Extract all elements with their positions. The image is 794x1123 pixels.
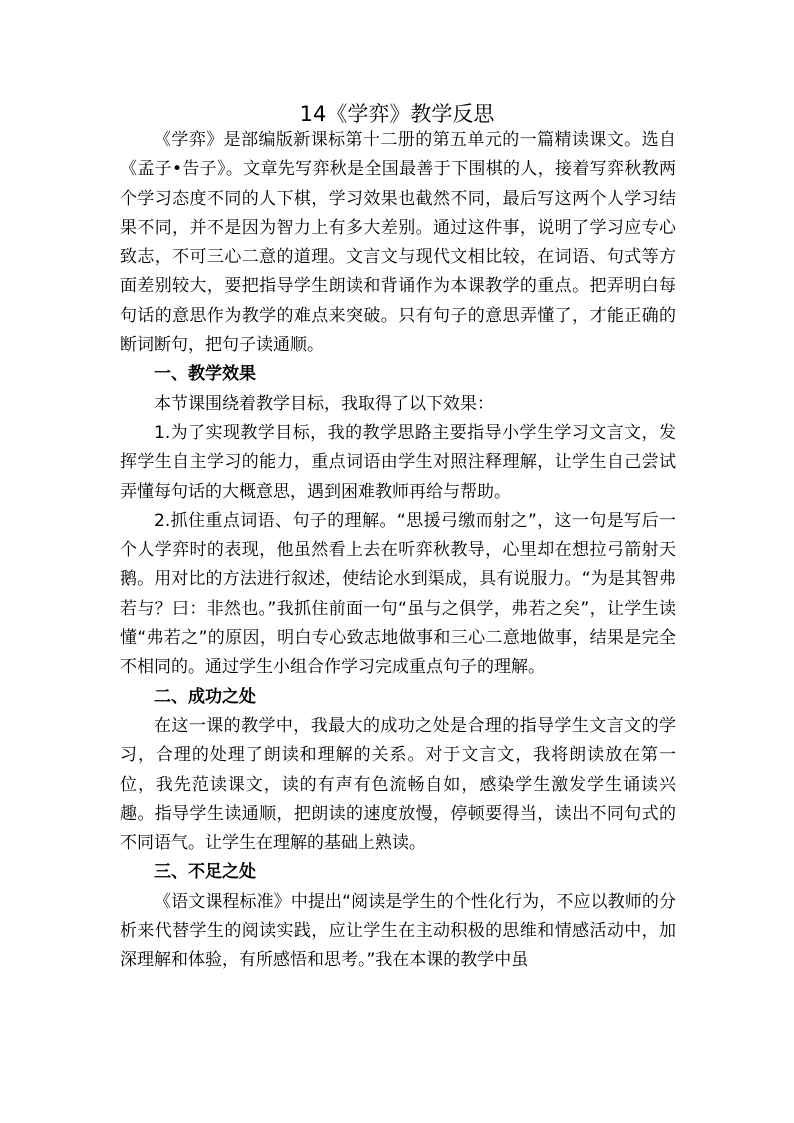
paragraph-effect-point-1: 1.为了实现教学目标，我的教学思路主要指导小学生学习文言文，发挥学生自主学习的能力，重点词语由学生对照注释理解，让学生自己尝试弄懂每句话的大概意思，遇到困难教师再给与帮助。 <box>120 422 676 502</box>
paragraph-success: 在这一课的教学中，我最大的成功之处是合理的指导学生文言文的学习，合理的处理了朗读和理解的关系。对于文言文，我将朗读放在第一位，我先范读课文，读的有声有色流畅自如，感染学生激发学生诵读兴趣。指导学生读通顺，把朗读的速度放慢，停顿要得当，读出不同句式的不同语气。让学生在理解的基础上熟读。 <box>120 715 676 854</box>
section-heading-teaching-effect: 一、教学效果 <box>154 364 256 385</box>
paragraph-effect-intro: 本节课围绕着教学目标，我取得了以下效果： <box>154 393 494 414</box>
page-title: 14《学弈》教学反思 <box>299 102 495 126</box>
paragraph-effect-point-2: 2.抓住重点词语、句子的理解。“思援弓缴而射之”，这一句是写后一个人学弈时的表现，他虽然看上去在听弈秋教导，心里却在想拉弓箭射天鹅。用对比的方法进行叙述，使结论水到渠成，具有说服力。“为是其智弗若与？曰：非然也。”我抓住前面一句“虽与之俱学，弗若之矣”，让学生读懂“弗若之”的原因，明白专心致志地做事和三心二意地做事，结果是完全不相同的。通过学生小组合作学习完成重点句子的理解。 <box>120 510 676 678</box>
paragraph-intro: 《学弈》是部编版新课标第十二册的第五单元的一篇精读课文。选自《孟子•告子》。文章先写弈秋是全国最善于下围棋的人，接着写弈秋教两个学习态度不同的人下棋，学习效果也截然不同，最后写这两个人学习结果不同，并不是因为智力上有多大差别。通过这件事，说明了学习应专心致志，不可三心二意的道理。文言文与现代文相比较，在词语、句式等方面差别较大，要把指导学生朗读和背诵作为本课教学的重点。把弄明白每句话的意思作为教学的难点来突破。只有句子的意思弄懂了，才能正确的断词断句，把句子读通顺。 <box>120 130 676 356</box>
section-heading-shortcomings: 三、不足之处 <box>154 862 256 883</box>
document-body <box>120 126 676 976</box>
paragraph-shortcomings: 《语文课程标准》中提出“阅读是学生的个性化行为，不应以教师的分析来代替学生的阅读实践，应让学生在主动积极的思维和情感活动中，加深理解和体验，有所感悟和思考。”我在本课的教学中虽 <box>120 891 676 971</box>
section-heading-success: 二、成功之处 <box>154 686 256 707</box>
